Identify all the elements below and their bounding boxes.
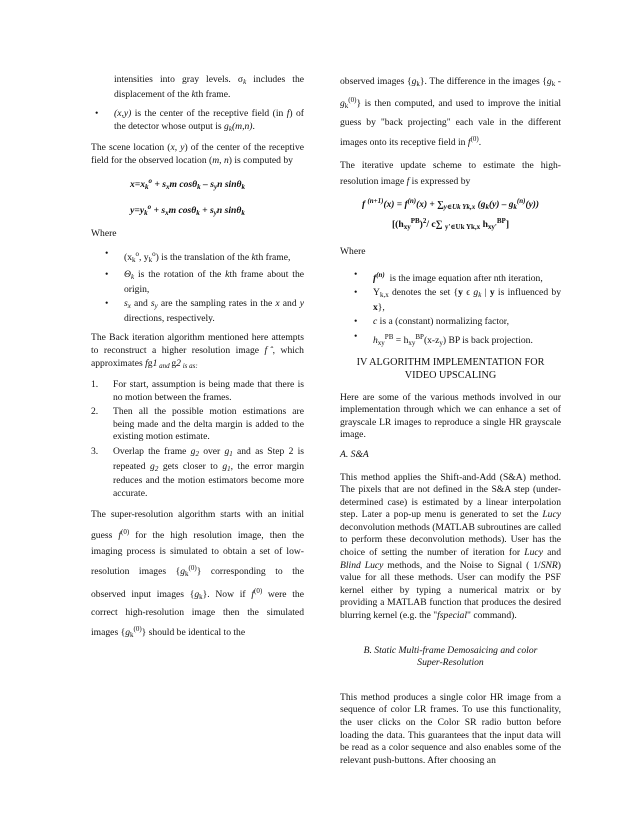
bullet-dot: • (354, 287, 358, 299)
bullet-sampling: • $s_x$ and $s_y$ are the sampling rates in the x and y directions, respectively. (105, 298, 304, 324)
where-label: Where (340, 245, 366, 257)
bullet-dot: • (105, 268, 109, 280)
paragraph-scene-location: The scene location (x, y) of the center of the receptive field for the observed location (m, n) is computed by (91, 142, 304, 166)
subsection-heading-b: B. Static Multi-frame Demosaicing and color Super-Resolution (363, 644, 538, 669)
section-heading-iv: IV ALGORITHM IMPLEMENTATION FOR VIDEO UPSCALING (356, 356, 545, 381)
paragraph-back-iteration: The Back iteration algorithm mentioned here attempts to reconstruct a higher resolution image f ̂, which approximates fg1 $_{and}$ g2 $_{is as:}$ (91, 332, 304, 370)
bullet-translation: • ($x_k^o$, $y_k^o$) is the translation of the kth frame, (105, 248, 291, 265)
bullet-ykx: • $Y_{k,x}$ denotes the set {y ϵ $g_k$ | y is influenced by x}, (354, 287, 561, 313)
bullet-receptive-field: • (x,y) is the center of the receptive field (in f) of the detector whose output is $g_k(m,n)$. (95, 108, 304, 133)
left-column (91, 74, 304, 651)
numbered-item-2: 2. Then all the possible motion estimations are being made and the delta margin is added to the existing motion estimate. (91, 406, 304, 443)
paragraph-observed-images: observed images $\{g_k\}$. The difference in the images $\{g_k - g_k^{(0)}\}$ is then computed, and used to improve the initial guess by "back projecting" each vale in the different images onto its receptive field in $f^{(0)}$. (340, 76, 561, 148)
paragraph-methods: Here are some of the various methods involved in our implementation through which we can enhance a set of grayscale LR images to reproduce a single HR grayscale image. (340, 391, 561, 441)
paragraph-super-resolution: The super-resolution algorithm starts with an initial guess $f^{(0)}$ for the high resolution image, then the imaging process is simulated to obtain a set of low-resolution images $\{g_k^{(0)}\}$ corresponding to the observed input images $\{g_k\}$. Now if $f^{(0)}$ were the correct high-resolution image then the simulated images $\{g_k^{(0)}\}$ should be identical to the (91, 509, 304, 640)
bullet-dot: • (95, 108, 99, 120)
bullet-rotation: • $\Theta_k$ is the rotation of the kth frame about the origin, (105, 268, 305, 295)
numbered-item-1: 1. For start, assumption is being made that there is no motion between the frames. (91, 379, 304, 403)
bullet-fn: • $f^{(n)}$ is the image equation after nth iteration, (354, 268, 543, 284)
equation-x: $x=x_k^o + s_xm$ $\cos\theta_k - s_yn$ sinθ$_k$ (129, 176, 246, 191)
equation-update-line-1: f $^{(n+1)}(x) = f^{(n)}(x) + \sum_{y\in Uk Yk,x}$ $(g_k(y) - g_k^{(n)}(y))$ (361, 196, 540, 211)
paragraph-static-multiframe: This method produces a single color HR image from a sequence of color LR frames. To use this functionality, the user clicks on the Color SR radio button before loading the data. This guarantees that the input data will be read as a color sequence and also enables some of the relevant push-buttons. After choosing an (340, 691, 561, 766)
bullet-dot: • (354, 268, 358, 280)
subsection-heading-a: A. S&A (340, 448, 369, 460)
bullet-dot: • (105, 248, 109, 260)
equation-y: $y=y_k^o + s_xm$ $\cos\theta_k + s_yn$ sinθ$_k$ (130, 203, 245, 218)
right-column (340, 74, 561, 774)
paragraph-shift-and-add: This method applies the Shift-and-Add (S&A) method. The pixels that are not defined in the S&A step (under-determined case) is estimated by a linear interpolation step. Later a pop-up menu is generated to set the Lucy deconvolution methods (MATLAB subroutines are called to perform these deconvolution methods). User has the choice of setting the number of iteration for Lucy and Blind Lucy methods, and the Noise to Signal ( 1/SNR) value for all these methods. User can modify the PSF kernel either by typing a numerical matrix or by providing a MATLAB function that produces the desired blurring kernel (e.g. the "fspecial" command). (340, 471, 561, 622)
equation-update-line-2: [$(h_{xy}^{PB})^2/$ c∑ $_{y'\in Uk Yk,x}$ $h_{xy'}^{BP}$] (391, 217, 510, 232)
paragraph-iterative-update: The iterative update scheme to estimate the high-resolution image f is expressed by (340, 160, 561, 188)
bullet-c: • c is a (constant) normalizing factor, (354, 316, 510, 328)
numbered-item-3: 3. Overlap the frame $g_2$ over $g_1$ and as Step 2 is repeated $g_2$ gets closer to $g_1$, the error margin reduces and the motion estimators become more accurate. (91, 446, 304, 499)
bullet-dot: • (105, 298, 109, 310)
where-label: Where (91, 227, 117, 239)
bullet-dot: • (354, 316, 358, 328)
continued-bullet-text: intensities into gray levels. $\sigma_k$ includes the displacement of the kth frame. (114, 74, 304, 100)
bullet-hxy: • $h_{xy}^{PB} = h_{xy}^{BP}(x-z_y)$ BP is back projection. (354, 330, 533, 347)
bullet-dot: • (354, 330, 358, 342)
